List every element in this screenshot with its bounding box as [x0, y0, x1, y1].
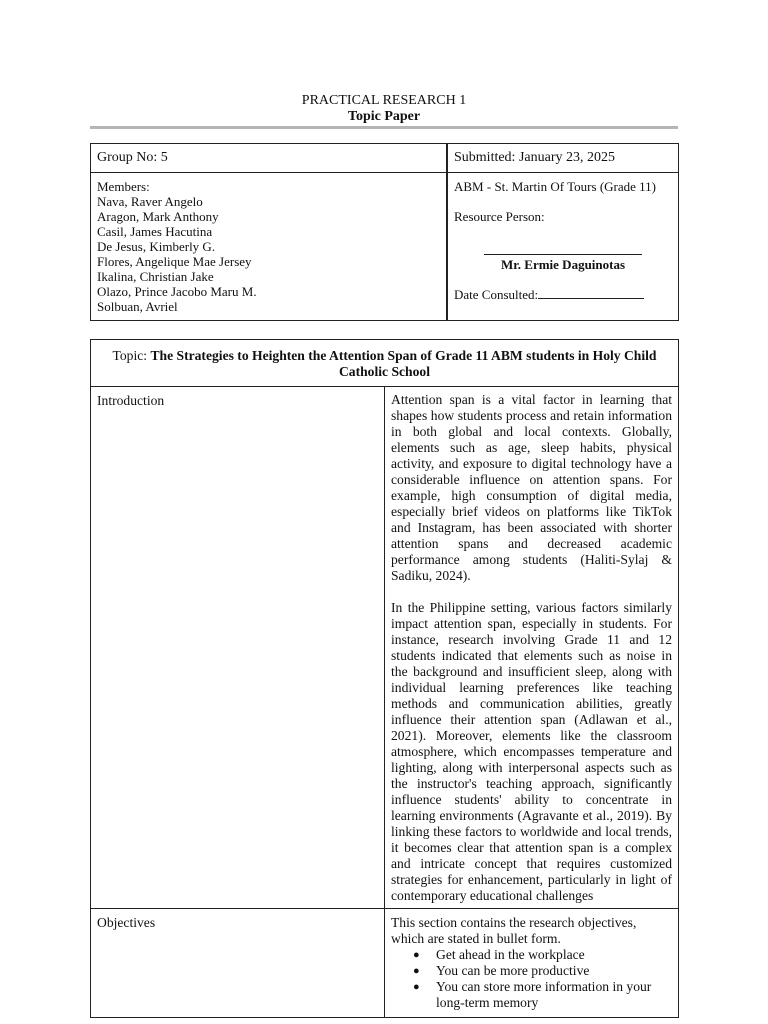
document-header	[0, 93, 768, 125]
objectives-list	[391, 947, 672, 1011]
topic-heading	[91, 340, 679, 387]
objectives-intro: This section contains the research objectives, which are stated in bullet form.	[391, 915, 637, 946]
document-type: Topic Paper	[347, 109, 421, 124]
bullet-icon: ●	[413, 981, 420, 993]
member-name: De Jesus, Kimberly G.	[97, 239, 216, 254]
objectives-label: Objectives	[91, 909, 385, 1018]
objectives-body	[385, 909, 679, 1018]
member-name: Casil, James Hacutina	[97, 224, 213, 239]
member-name: Nava, Raver Angelo	[97, 194, 203, 209]
member-name: Olazo, Prince Jacobo Maru M.	[97, 284, 257, 299]
date-consulted-blank	[538, 287, 644, 299]
submitted-date: Submitted: January 23, 2025	[447, 144, 679, 173]
date-consulted-label: Date Consulted:	[454, 287, 539, 302]
member-name: Aragon, Mark Anthony	[97, 209, 219, 224]
objective-item	[391, 963, 672, 979]
member-name: Flores, Angelique Mae Jersey	[97, 254, 252, 269]
bullet-icon: ●	[413, 949, 420, 961]
course-title: PRACTICAL RESEARCH 1	[301, 93, 467, 108]
objective-item	[391, 947, 672, 963]
objective-text: You can store more information in your long-term memory	[436, 979, 652, 1010]
introduction-body	[385, 387, 679, 909]
objective-text: Get ahead in the workplace	[436, 947, 585, 962]
introduction-paragraph: In the Philippine setting, various factors similarly impact attention span, especially in students. For instance, research involving Grade 11 and 12 students indicated that elements such as noise in the background and insufficient sleep, along with individual learning preferences like teaching methods and communication abilities, greatly influence their attention span (Adlawan et al., 2021). Moreover, elements like the classroom atmosphere, which encompasses temperature and lighting, along with interpersonal aspects such as the instructor's teaching approach, significantly influence students' ability to concentrate in learning environments (Agravante et al., 2019). By linking these factors to worldwide and local trends, it becomes clear that attention span is a complex and intricate concept that requires customized strategies for enhancement, particularly in light of contemporary educational challenges	[391, 600, 672, 903]
topic-prefix: Topic:	[112, 348, 151, 363]
objective-item	[391, 979, 672, 1011]
resource-person-name: Mr. Ermie Daguinotas	[500, 257, 626, 272]
member-name: Solbuan, Avriel	[97, 299, 178, 314]
introduction-label: Introduction	[91, 387, 385, 909]
group-info-table	[90, 143, 679, 321]
topic-table	[90, 339, 679, 1018]
topic-title: The Strategies to Heighten the Attention Span of Grade 11 ABM students in Holy Child Catholic School	[150, 348, 657, 379]
date-consulted	[454, 287, 672, 302]
members-label: Members:	[97, 179, 150, 194]
bullet-icon: ●	[413, 965, 420, 977]
introduction-paragraph: Attention span is a vital factor in learning that shapes how students process and retain information in both global and local contexts. Globally, elements such as age, sleep habits, physical activity, and exposure to digital technology have a considerable influence on attention spans. For example, high consumption of digital media, especially brief videos on platforms like TikTok and Instagram, has been associated with shorter attention spans and decreased academic performance among students (Haliti-Sylaj & Sadiku, 2024).	[391, 392, 672, 583]
resource-person-label: Resource Person:	[454, 209, 545, 224]
signature-line	[484, 252, 642, 255]
members-cell	[91, 173, 448, 321]
section-cell	[447, 173, 679, 321]
header-rule	[90, 126, 678, 129]
group-number: Group No: 5	[91, 144, 448, 173]
member-name: Ikalina, Christian Jake	[97, 269, 214, 284]
section-name: ABM - St. Martin Of Tours (Grade 11)	[454, 179, 657, 194]
signature-block	[454, 252, 672, 272]
objective-text: You can be more productive	[436, 963, 590, 978]
